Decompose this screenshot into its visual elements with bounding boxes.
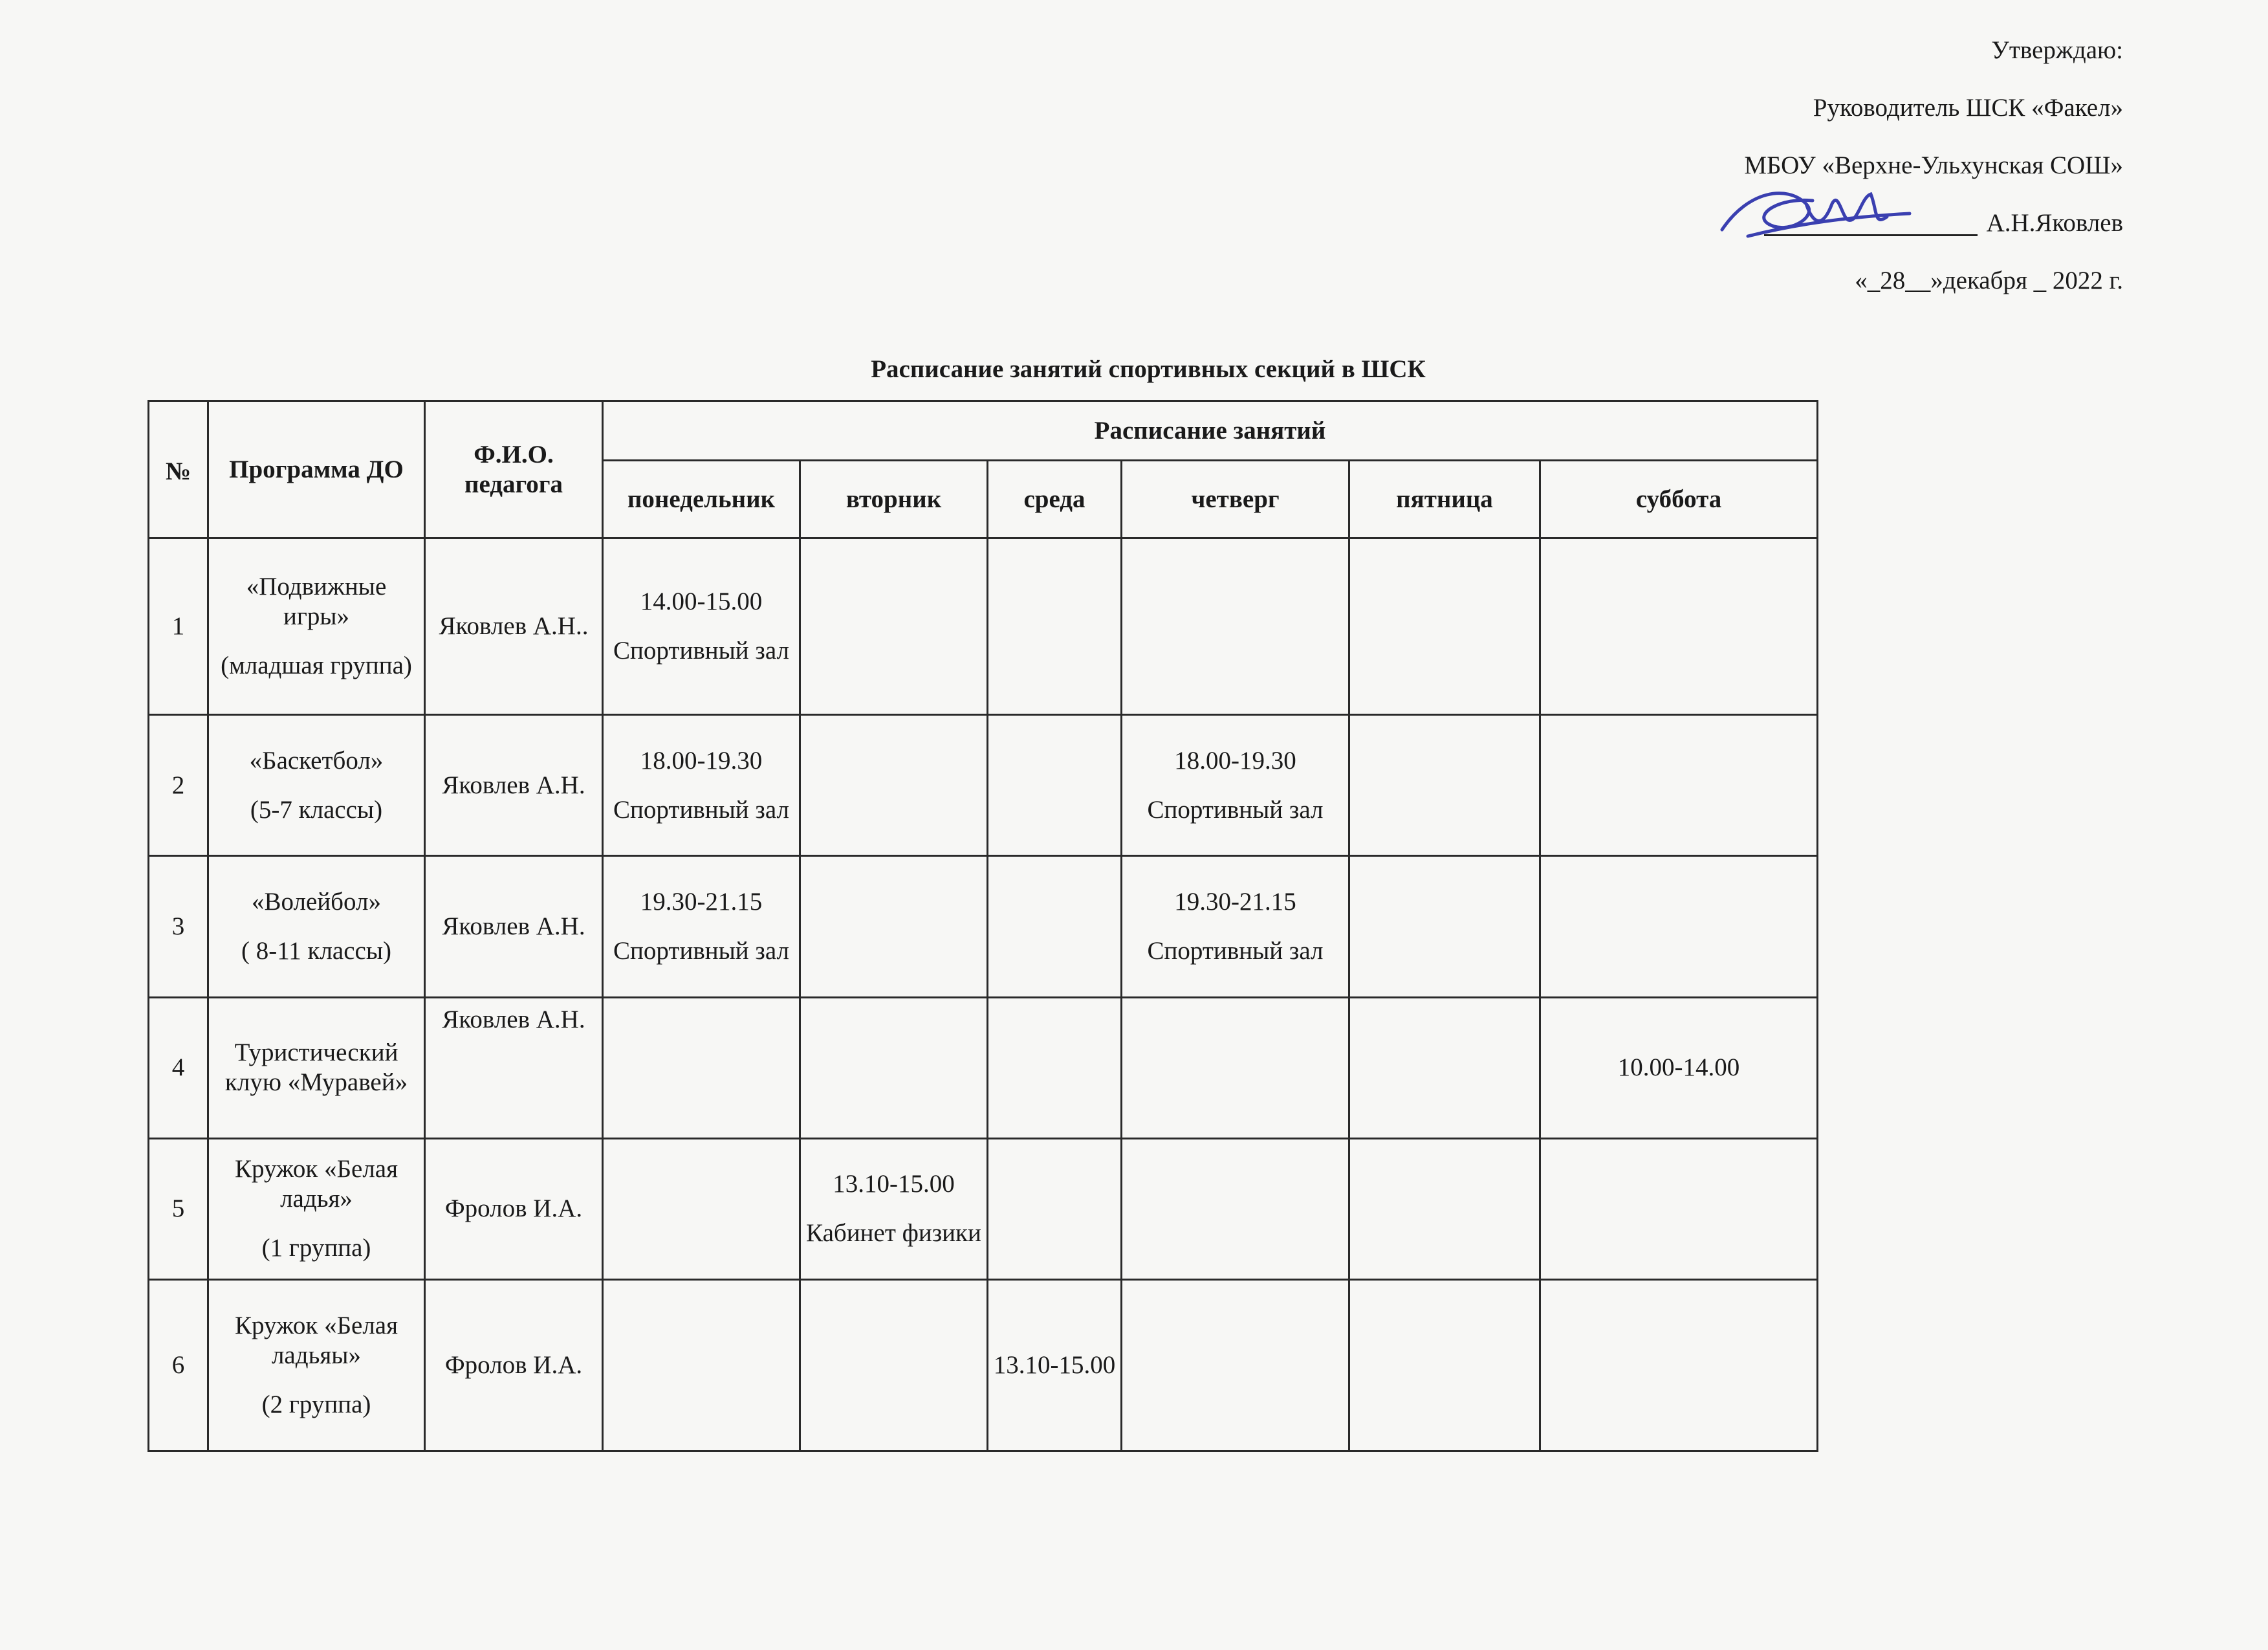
table-row xyxy=(149,714,1818,855)
program-name: Кружок «Белая ладьяы» xyxy=(234,1312,398,1370)
program-group: ( 8-11 классы) xyxy=(241,936,392,965)
table-row xyxy=(149,1138,1818,1279)
teacher-cell: Фролов И.А. xyxy=(425,1280,603,1451)
schedule-cell-wednesday xyxy=(988,856,1122,997)
approval-block xyxy=(1476,38,2123,325)
schedule-cell-thursday xyxy=(1122,856,1349,997)
session-time: 10.00-14.00 xyxy=(1617,1053,1740,1082)
schedule-cell-thursday xyxy=(1122,1138,1349,1279)
schedule-cell-wednesday xyxy=(988,1138,1122,1279)
schedule-cell-tuesday xyxy=(800,1138,988,1279)
header-day-saturday: суббота xyxy=(1540,461,1818,538)
session-time: 18.00-19.30 xyxy=(1174,746,1296,775)
schedule-cell-tuesday xyxy=(800,856,988,997)
program-group: (2 группа) xyxy=(261,1391,371,1419)
schedule-table xyxy=(147,400,1818,1452)
schedule-cell-saturday xyxy=(1540,714,1818,855)
session-time: 18.00-19.30 xyxy=(640,746,763,775)
session-time: 14.00-15.00 xyxy=(640,587,763,615)
schedule-cell-monday xyxy=(603,714,800,855)
header-day-monday: понедельник xyxy=(603,461,800,538)
schedule-cell-saturday xyxy=(1540,1138,1818,1279)
session-location: Спортивный зал xyxy=(613,636,789,665)
session-time: 19.30-21.15 xyxy=(640,887,763,916)
program-name: Туристический клую «Муравей» xyxy=(224,1039,408,1097)
schedule-cell-friday xyxy=(1349,1280,1540,1451)
program-cell xyxy=(208,856,425,997)
schedule-cell-tuesday xyxy=(800,1280,988,1451)
program-group: (1 группа) xyxy=(261,1234,371,1262)
document-title: Расписание занятий спортивных секций в ШСК xyxy=(871,355,1426,383)
table-row xyxy=(149,538,1818,715)
session-location: Спортивный зал xyxy=(613,795,789,824)
approval-date: «_28__»декабря _ 2022 г. xyxy=(1855,267,2123,294)
program-name: Кружок «Белая ладья» xyxy=(234,1155,398,1213)
schedule-cell-friday xyxy=(1349,997,1540,1138)
program-cell xyxy=(208,1138,425,1279)
schedule-cell-thursday xyxy=(1122,714,1349,855)
schedule-cell-tuesday xyxy=(800,538,988,715)
row-number: 2 xyxy=(149,714,208,855)
session-location: Спортивный зал xyxy=(613,936,789,965)
table-row xyxy=(149,1280,1818,1451)
approval-position: Руководитель ШСК «Факел» xyxy=(1813,94,2123,122)
schedule-cell-thursday xyxy=(1122,1280,1349,1451)
row-number: 6 xyxy=(149,1280,208,1451)
program-group: (младшая группа) xyxy=(221,651,412,679)
teacher-cell: Яковлев А.Н.. xyxy=(425,538,603,715)
teacher-cell: Яковлев А.Н. xyxy=(425,856,603,997)
schedule-cell-wednesday xyxy=(988,538,1122,715)
schedule-cell-saturday xyxy=(1540,538,1818,715)
row-number: 4 xyxy=(149,997,208,1138)
header-day-wednesday: среда xyxy=(988,461,1122,538)
signer-name: А.Н.Яковлев xyxy=(1986,209,2123,237)
schedule-cell-thursday xyxy=(1122,538,1349,715)
header-schedule: Расписание занятий xyxy=(603,401,1818,461)
row-number: 3 xyxy=(149,856,208,997)
program-group: (5-7 классы) xyxy=(250,795,383,824)
schedule-cell-friday xyxy=(1349,714,1540,855)
table-row xyxy=(149,997,1818,1138)
schedule-cell-friday xyxy=(1349,856,1540,997)
schedule-cell-saturday xyxy=(1540,856,1818,997)
approval-organization: МБОУ «Верхне-Ульхунская СОШ» xyxy=(1744,151,2123,179)
header-number: № xyxy=(149,401,208,538)
program-cell xyxy=(208,1280,425,1451)
teacher-cell: Яковлев А.Н. xyxy=(425,714,603,855)
schedule-cell-wednesday xyxy=(988,714,1122,855)
handwritten-signature xyxy=(1709,178,1916,249)
schedule-cell-thursday xyxy=(1122,997,1349,1138)
program-cell xyxy=(208,714,425,855)
session-time: 13.10-15.00 xyxy=(993,1351,1116,1380)
session-location: Кабинет физики xyxy=(806,1219,981,1248)
schedule-cell-monday xyxy=(603,1138,800,1279)
schedule-cell-monday xyxy=(603,856,800,997)
program-name: «Волейбол» xyxy=(252,887,381,916)
schedule-cell-tuesday xyxy=(800,997,988,1138)
table-row xyxy=(149,856,1818,997)
header-teacher: Ф.И.О. педагога xyxy=(425,401,603,538)
header-day-thursday: четверг xyxy=(1122,461,1349,538)
schedule-cell-saturday xyxy=(1540,997,1818,1138)
schedule-cell-monday xyxy=(603,997,800,1138)
signature-line xyxy=(1476,210,2123,236)
program-name: «Баскетбол» xyxy=(249,746,384,775)
schedule-cell-friday xyxy=(1349,1138,1540,1279)
teacher-cell: Яковлев А.Н. xyxy=(425,997,603,1138)
approval-heading: Утверждаю: xyxy=(1991,36,2123,64)
schedule-cell-wednesday xyxy=(988,1280,1122,1451)
row-number: 5 xyxy=(149,1138,208,1279)
schedule-cell-friday xyxy=(1349,538,1540,715)
header-program: Программа ДО xyxy=(208,401,425,538)
program-name: «Подвижные игры» xyxy=(246,572,387,630)
schedule-cell-monday xyxy=(603,1280,800,1451)
program-cell xyxy=(208,538,425,715)
header-day-tuesday: вторник xyxy=(800,461,988,538)
session-time: 19.30-21.15 xyxy=(1174,887,1296,916)
schedule-cell-monday xyxy=(603,538,800,715)
schedule-cell-wednesday xyxy=(988,997,1122,1138)
session-time: 13.10-15.00 xyxy=(833,1170,955,1198)
program-cell xyxy=(208,997,425,1138)
session-location: Спортивный зал xyxy=(1147,936,1324,965)
header-day-friday: пятница xyxy=(1349,461,1540,538)
teacher-cell: Фролов И.А. xyxy=(425,1138,603,1279)
schedule-cell-saturday xyxy=(1540,1280,1818,1451)
schedule-cell-tuesday xyxy=(800,714,988,855)
session-location: Спортивный зал xyxy=(1147,795,1324,824)
row-number: 1 xyxy=(149,538,208,715)
